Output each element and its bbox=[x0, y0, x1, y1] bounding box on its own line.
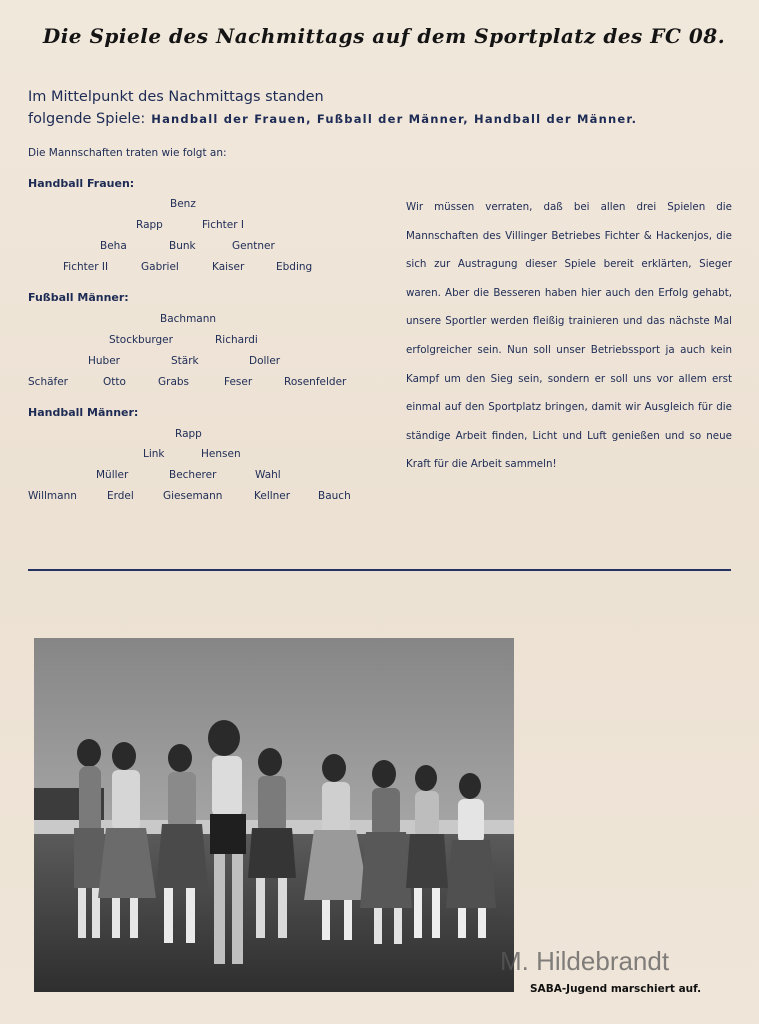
player-name: Kaiser bbox=[212, 261, 245, 273]
lineup-intro: Die Mannschaften traten wie folgt an: bbox=[28, 147, 227, 159]
player-name: Erdel bbox=[107, 490, 134, 502]
player-name: Bachmann bbox=[160, 313, 217, 325]
team-heading-handball-maenner: Handball Männer: bbox=[28, 406, 139, 419]
player-name: Huber bbox=[88, 355, 120, 367]
player-name: Schäfer bbox=[28, 376, 69, 388]
player-name: Grabs bbox=[158, 376, 190, 388]
player-name: Gabriel bbox=[141, 261, 179, 273]
player-name: Willmann bbox=[28, 490, 77, 502]
photo-caption: SABA-Jugend marschiert auf. bbox=[530, 983, 702, 995]
match-report-paragraph: Wir müssen verraten, daß bei allen drei Spielen die Mannschaften des Villinger Betriebes Fichter & Hackenjos, die sich zur Austragung dieser Spiele bereit erklärten, Sieger waren. Aber die Besseren haben hier auch den Erfolg gehabt, unsere Sportler werden fleißig trainieren und das nächste Mal erfolgreicher sein. Nun soll unser Betriebssport ja auch kein Kampf um den Sieg sein, sondern er soll uns vor allem erst einmal auf den Sportplatz bringen, damit wir Ausgleich für die ständige Arbeit finden, Licht und Luft genießen und so neue Kraft für die Arbeit sammeln! bbox=[406, 201, 732, 471]
player-name: Fichter I bbox=[202, 219, 244, 231]
intro-line-2 bbox=[28, 108, 738, 130]
player-name: Gentner bbox=[232, 240, 275, 252]
player-name: Stockburger bbox=[109, 334, 173, 346]
intro-games-list: Handball der Frauen, Fußball der Männer, Handball der Männer. bbox=[151, 112, 638, 126]
player-name: Bunk bbox=[169, 240, 196, 252]
player-name: Müller bbox=[96, 469, 129, 481]
intro-line-2-start: folgende Spiele: bbox=[28, 111, 146, 127]
section-divider bbox=[28, 569, 731, 571]
player-name: Rosenfelder bbox=[284, 376, 347, 388]
player-name: Hensen bbox=[201, 448, 241, 460]
player-name: Bauch bbox=[318, 490, 351, 502]
player-name: Stärk bbox=[171, 355, 199, 367]
player-name: Feser bbox=[224, 376, 253, 388]
player-name: Becherer bbox=[169, 469, 217, 481]
team-photo bbox=[34, 638, 514, 992]
player-name: Link bbox=[143, 448, 165, 460]
team-heading-handball-frauen: Handball Frauen: bbox=[28, 177, 135, 190]
player-name: Kellner bbox=[254, 490, 291, 502]
player-name: Rapp bbox=[136, 219, 163, 231]
player-name: Ebding bbox=[276, 261, 313, 273]
photographer-watermark: M. Hildebrandt bbox=[500, 946, 670, 976]
player-name: Beha bbox=[100, 240, 127, 252]
player-name: Otto bbox=[103, 376, 126, 388]
page-headline: Die Spiele des Nachmittags auf dem Sportplatz des FC 08. bbox=[42, 24, 726, 48]
player-name: Richardi bbox=[215, 334, 258, 346]
player-name: Giesemann bbox=[163, 490, 223, 502]
player-name: Rapp bbox=[175, 428, 202, 440]
team-heading-fussball-maenner: Fußball Männer: bbox=[28, 291, 129, 304]
intro-paragraph bbox=[28, 86, 738, 130]
intro-line-1: Im Mittelpunkt des Nachmittags standen bbox=[28, 89, 324, 105]
marching-group-illustration bbox=[34, 638, 514, 992]
player-name: Doller bbox=[249, 355, 281, 367]
player-name: Fichter II bbox=[63, 261, 109, 273]
player-name: Wahl bbox=[255, 469, 281, 481]
player-name: Benz bbox=[170, 198, 196, 210]
